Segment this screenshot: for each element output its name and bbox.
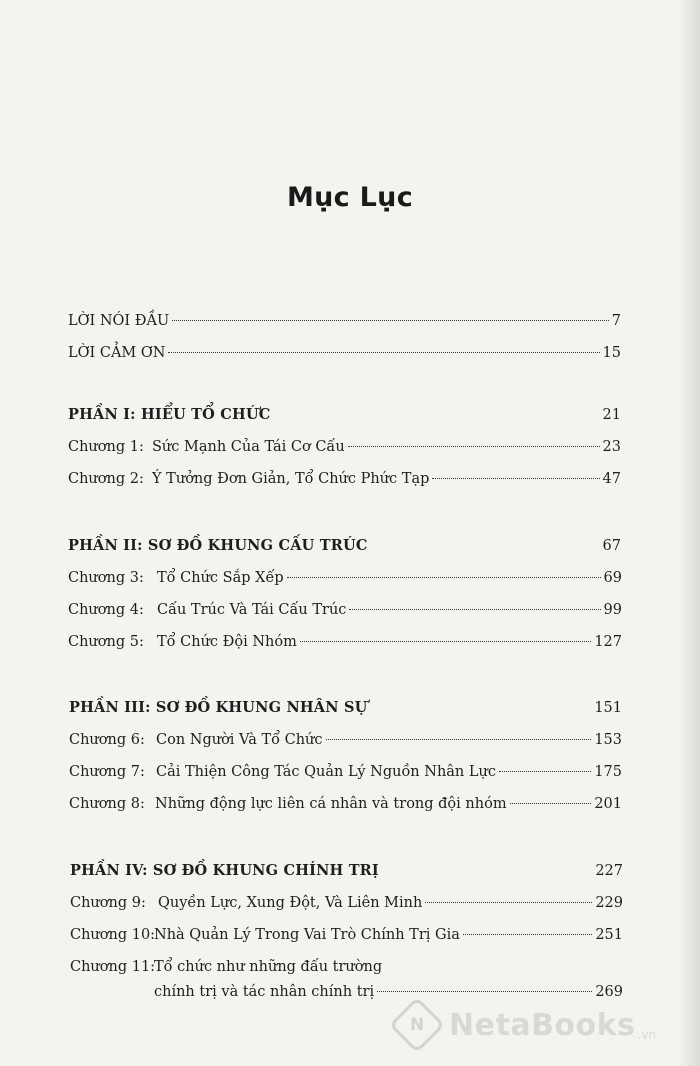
chapter-page: 99 [603, 602, 622, 618]
dot-leader [172, 320, 609, 321]
dot-leader [432, 478, 599, 479]
toc-part-4[interactable] [70, 861, 623, 881]
entry-title: LỜI CẢM ƠN [68, 345, 166, 361]
chapter-number: Chương 7: [69, 764, 145, 780]
watermark-brand: NetaBooks [449, 1007, 636, 1043]
chapter-title: Cải Thiện Công Tác Quản Lý Nguồn Nhân Lực [156, 764, 496, 780]
watermark-suffix: .vn [637, 1028, 656, 1042]
toc-chapter-1[interactable] [68, 437, 621, 457]
part-title: PHẦN I: HIỂU TỔ CHỨC [68, 406, 271, 423]
chapter-page: 229 [595, 895, 623, 911]
chapter-page: 127 [594, 634, 622, 650]
dot-leader [287, 577, 601, 578]
dot-leader [377, 991, 592, 992]
chapter-number: Chương 3: [68, 570, 144, 586]
chapter-page: 23 [602, 439, 621, 455]
toc-part-3[interactable] [69, 698, 622, 718]
toc-chapter-7[interactable] [69, 762, 622, 782]
chapter-number: Chương 6: [69, 732, 145, 748]
dot-leader [463, 934, 592, 935]
toc-entry-acknowledgements[interactable] [68, 343, 621, 363]
chapter-title: Ý Tưởng Đơn Giản, Tổ Chức Phức Tạp [152, 471, 430, 487]
part-page: 227 [595, 863, 623, 879]
chapter-title: Cấu Trúc Và Tái Cấu Trúc [157, 602, 347, 618]
toc-chapter-9[interactable] [70, 893, 623, 913]
chapter-number: Chương 9: [70, 895, 146, 911]
dot-leader [168, 352, 599, 353]
chapter-page: 47 [602, 471, 621, 487]
chapter-title-continued: chính trị và tác nhân chính trị [154, 984, 375, 1000]
chapter-title: Tổ chức như những đấu trường [154, 959, 383, 975]
chapter-number: Chương 4: [68, 602, 144, 618]
dot-leader [425, 902, 592, 903]
toc-part-2[interactable] [68, 536, 621, 556]
chapter-number: Chương 11: [70, 959, 156, 975]
chapter-number: Chương 5: [68, 634, 144, 650]
chapter-title: Quyền Lực, Xung Đột, Và Liên Minh [158, 895, 423, 911]
dot-leader [499, 771, 591, 772]
part-page: 21 [602, 407, 621, 423]
toc-chapter-5[interactable] [68, 632, 622, 652]
chapter-title: Con Người Và Tổ Chức [156, 732, 323, 748]
chapter-page: 269 [595, 984, 623, 1000]
dot-leader [300, 641, 591, 642]
chapter-title: Những động lực liên cá nhân và trong đội nhóm [155, 796, 507, 812]
entry-page: 15 [602, 345, 621, 361]
dot-leader [326, 739, 592, 740]
part-title: PHẦN II: SƠ ĐỒ KHUNG CẤU TRÚC [68, 537, 368, 554]
part-title: PHẦN IV: SƠ ĐỒ KHUNG CHÍNH TRỊ [70, 862, 379, 879]
chapter-page: 251 [595, 927, 623, 943]
toc-chapter-11-line-1[interactable] [70, 957, 623, 977]
dot-leader [348, 446, 600, 447]
chapter-title: Tổ Chức Đội Nhóm [157, 634, 297, 650]
netabooks-logo-icon: N [389, 997, 446, 1054]
chapter-number: Chương 1: [68, 439, 144, 455]
toc-chapter-6[interactable] [69, 730, 622, 750]
toc-chapter-11-line-2[interactable] [154, 982, 623, 1002]
chapter-title: Nhà Quản Lý Trong Vai Trò Chính Trị Gia [154, 927, 460, 943]
toc-chapter-2[interactable] [68, 469, 621, 489]
entry-page: 7 [611, 313, 621, 329]
toc-chapter-3[interactable] [68, 568, 622, 588]
toc-chapter-10[interactable] [70, 925, 623, 945]
part-title: PHẦN III: SƠ ĐỒ KHUNG NHÂN SỰ [69, 699, 368, 716]
chapter-page: 175 [594, 764, 622, 780]
toc-chapter-8[interactable] [69, 794, 622, 814]
chapter-number: Chương 2: [68, 471, 144, 487]
dot-leader [349, 609, 600, 610]
chapter-page: 69 [603, 570, 622, 586]
entry-title: LỜI NÓI ĐẦU [68, 313, 170, 329]
chapter-page: 201 [594, 796, 622, 812]
toc-title: Mục Lục [286, 182, 414, 213]
chapter-page: 153 [594, 732, 622, 748]
toc-chapter-4[interactable] [68, 600, 622, 620]
part-page: 67 [602, 538, 621, 554]
chapter-title: Sức Mạnh Của Tái Cơ Cấu [152, 439, 345, 455]
dot-leader [510, 803, 592, 804]
chapter-title: Tổ Chức Sắp Xếp [157, 570, 284, 586]
netabooks-watermark [397, 1002, 656, 1048]
part-page: 151 [594, 700, 622, 716]
chapter-number: Chương 8: [69, 796, 145, 812]
toc-part-1[interactable] [68, 405, 621, 425]
chapter-number: Chương 10: [70, 927, 156, 943]
toc-entry-preface[interactable] [68, 311, 621, 331]
